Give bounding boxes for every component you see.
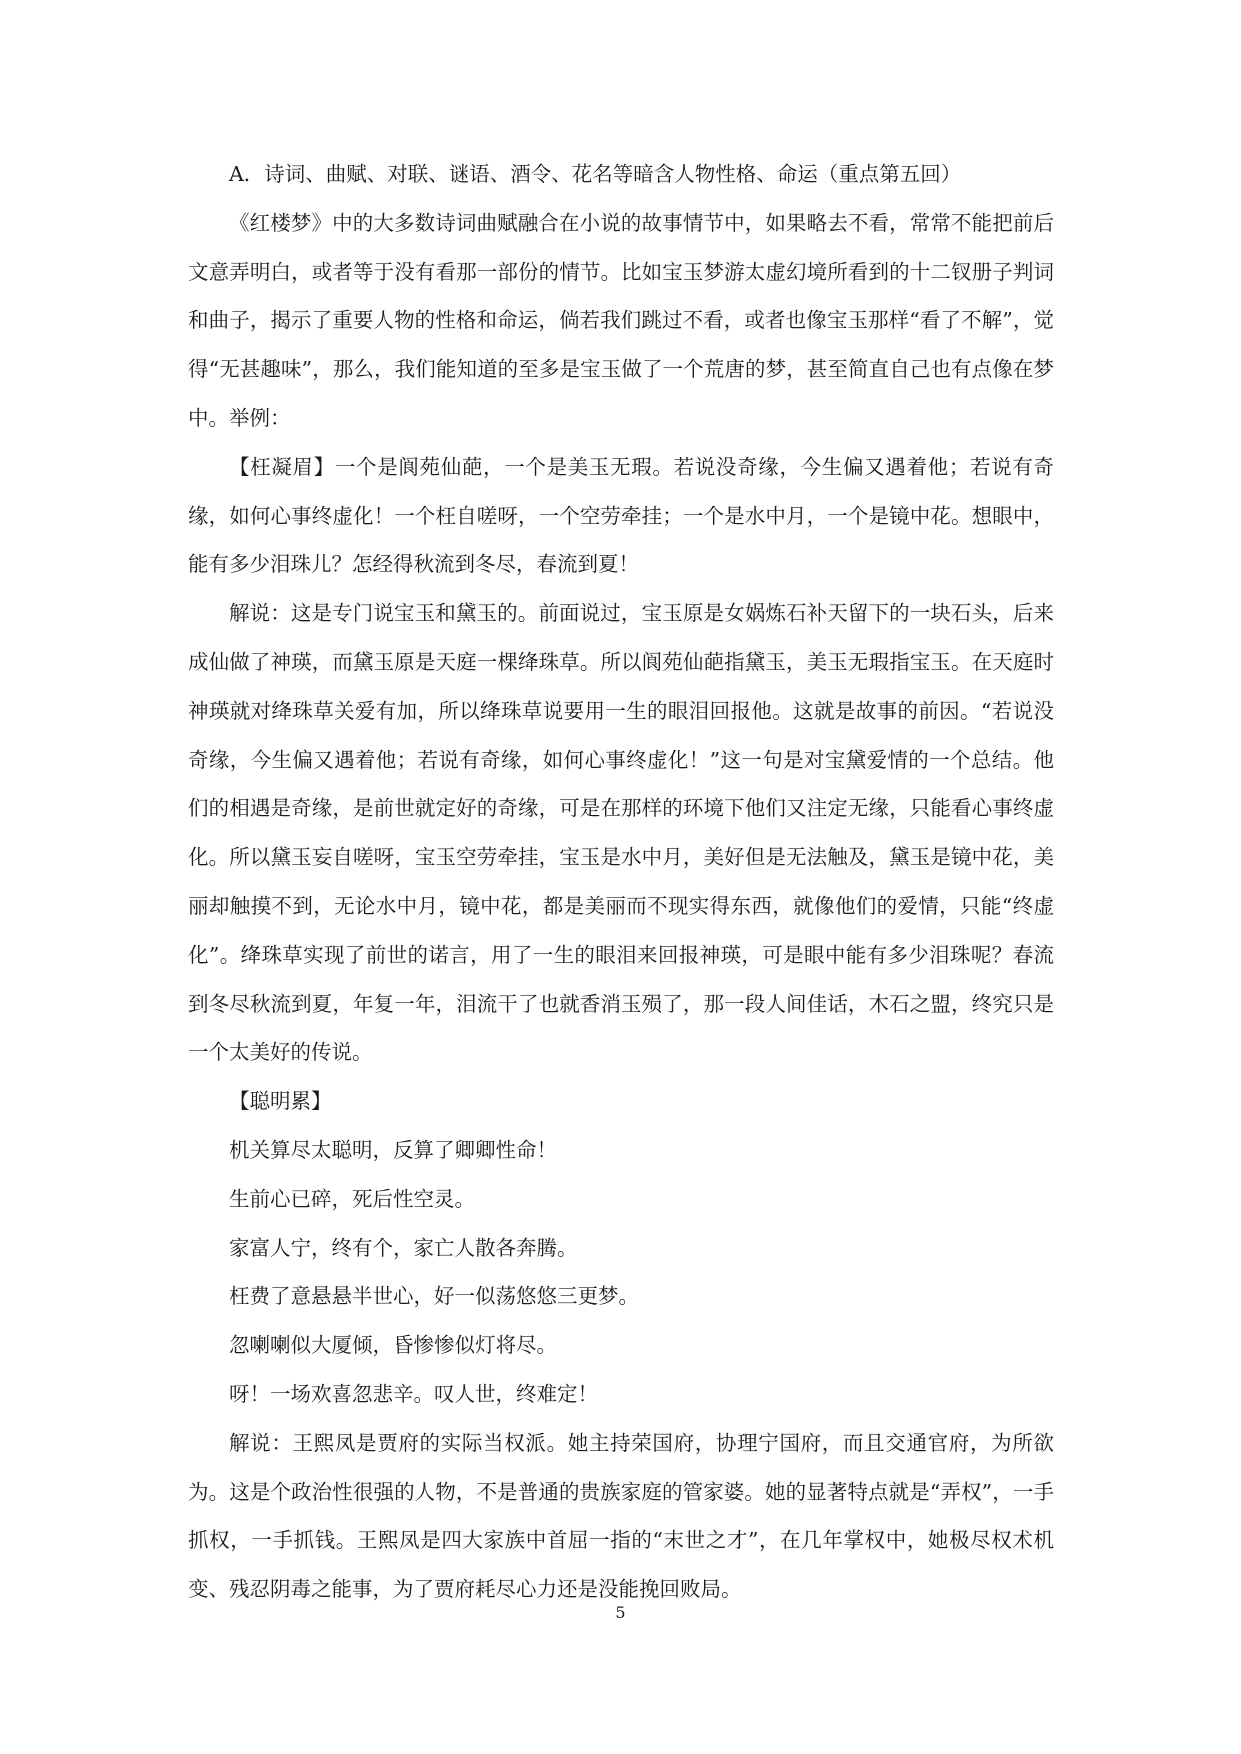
poem-wang-ning-mei: 【枉凝眉】一个是阆苑仙葩，一个是美玉无瑕。若说没奇缘，今生偏又遇着他；若说有奇缘，如何心事终虚化！一个枉自嗟呀，一个空劳牵挂；一个是水中月，一个是镜中花。想眼中，能有多少泪珠儿？怎经得秋流到冬尽，春流到夏！ xyxy=(188,454,1054,577)
poem-line: 枉费了意悬悬半世心，好一似荡悠悠三更梦。 xyxy=(229,1284,639,1309)
poem-line: 生前心已碎，死后性空灵。 xyxy=(229,1186,475,1211)
commentary-paragraph: 解说：王熙凤是贾府的实际当权派。她主持荣国府，协理宁国府，而且交通官府，为所欲为。这是个政治性很强的人物，不是普通的贵族家庭的管家婆。她的显著特点就是“弄权”，一手抓权，一手抓钱。王熙凤是四大家族中首屈一指的“末世之才”，在几年掌权中，她极尽权术机变、残忍阴毒之能事，为了贾府耗尽心力还是没能挽回败局。 xyxy=(188,1430,1054,1602)
document-body xyxy=(188,150,1054,1614)
poem-line: 忽喇喇似大厦倾，昏惨惨似灯将尽。 xyxy=(229,1333,557,1358)
section-heading: A．诗词、曲赋、对联、谜语、酒令、花名等暗含人物性格、命运（重点第五回） xyxy=(229,162,962,186)
poem-line: 家富人宁，终有个，家亡人散各奔腾。 xyxy=(229,1235,578,1260)
intro-paragraph: 《红楼梦》中的大多数诗词曲赋融合在小说的故事情节中，如果略去不看，常常不能把前后文意弄明白，或者等于没有看那一部份的情节。比如宝玉梦游太虚幻境所看到的十二钗册子判词和曲子，揭示了重要人物的性格和命运，倘若我们跳过不看，或者也像宝玉那样“看了不解”，觉得“无甚趣味”，那么，我们能知道的至多是宝玉做了一个荒唐的梦，甚至简直自己也有点像在梦中。举例： xyxy=(188,210,1054,430)
page-number: 5 xyxy=(615,1603,626,1622)
poem-line: 机关算尽太聪明，反算了卿卿性命！ xyxy=(229,1137,557,1162)
poem-title-cong-ming-lei: 【聪明累】 xyxy=(229,1089,332,1114)
commentary-paragraph: 解说：这是专门说宝玉和黛玉的。前面说过，宝玉原是女娲炼石补天留下的一块石头，后来成仙做了神瑛，而黛玉原是天庭一棵绛珠草。所以阆苑仙葩指黛玉，美玉无瑕指宝玉。在天庭时神瑛就对绛珠草关爱有加，所以绛珠草说要用一生的眼泪回报他。这就是故事的前因。“若说没奇缘，今生偏又遇着他；若说有奇缘，如何心事终虚化！”这一句是对宝黛爱情的一个总结。他们的相遇是奇缘，是前世就定好的奇缘，可是在那样的环境下他们又注定无缘，只能看心事终虚化。所以黛玉妄自嗟呀，宝玉空劳牵挂，宝玉是水中月，美好但是无法触及，黛玉是镜中花，美丽却触摸不到，无论水中月，镜中花，都是美丽而不现实得东西，就像他们的爱情，只能“终虚化”。绛珠草实现了前世的诺言，用了一生的眼泪来回报神瑛，可是眼中能有多少泪珠呢？春流到冬尽秋流到夏，年复一年，泪流干了也就香消玉殒了，那一段人间佳话，木石之盟，终究只是一个太美好的传说。 xyxy=(188,601,1054,1065)
poem-line: 呀！一场欢喜忽悲辛。叹人世，终难定！ xyxy=(229,1381,598,1406)
